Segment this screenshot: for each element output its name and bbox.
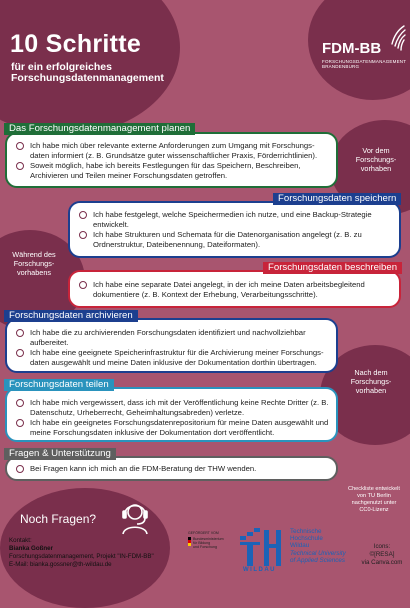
th-name-line: Hochschule [290,535,323,543]
section-speichern-card [68,201,401,258]
phase-label-nach: Nach dem Forschungsvorhaben [350,368,392,395]
checklist-item[interactable]: Ich habe ein geeignetes Forschungsdatenrepositorium für meine Daten ausgewählt und meine Forschungsdaten inklusive der Dokumentation dort veröffentlicht. [13,418,330,437]
th-name-line: Technische [290,528,322,535]
checklist-item[interactable]: Soweit möglich, habe ich bereits Festlegungen für das Speichern, Beschreiben, Archivieren und Teilen meiner Forschungsdaten getroffen. [13,161,330,180]
subtitle-line: für ein erfolgreiches [11,61,112,73]
section-archivieren-heading: Forschungsdaten archivieren [4,310,138,322]
icons-credit [356,543,408,567]
checklist-item[interactable]: Ich habe mich über relevante externe Anforderungen zum Umgang mit Forschungsdaten informiert (z. B. Grundsätze guter wissenschaftlicher Praxis, Förderrichtlinien). [13,141,330,160]
fdm-bb-logo: FDM-BB [322,40,382,57]
contact-label: Kontakt: [9,537,32,544]
section-teilen-heading: Forschungsdaten teilen [4,379,114,391]
section-planen-card [5,132,338,188]
icons-credit-line: Icons: [373,543,391,550]
checklist-item[interactable]: Ich habe die zu archivierenden Forschungsdaten identifiziert und nachvollziehbar aufbereitet. [13,328,330,347]
icons-credit-line: ©[RESA] [369,551,395,558]
logo-tagline-line: BRANDENBURG [322,64,360,69]
bmbf-logo-text [188,535,234,549]
fdm-bb-logo-tagline [322,59,406,69]
bmbf-flag [188,537,191,546]
section-fragen-heading: Fragen & Unterstützung [4,448,116,460]
subtitle-line: Forschungsdatenmanagement [11,72,164,84]
logo-tagline-line: FORSCHUNGSDATENMANAGEMENT [322,59,407,64]
th-wildau-name [290,528,346,564]
icons-credit-line: via Canva.com [361,559,403,566]
section-planen-heading: Das Forschungsdatenmanagement planen [4,123,195,135]
checklist-item[interactable]: Ich habe Strukturen und Schemata für die Datenorganisation angelegt (z. B. zu Ordnerstruktur, Dateibenennung, Dateiformaten). [76,230,393,249]
section-beschreiben-card [68,270,401,308]
section-speichern-heading: Forschungsdaten speichern [273,193,401,205]
section-archivieren-card [5,318,338,373]
noch-fragen-heading: Noch Fragen? [20,512,97,526]
section-teilen-card [5,387,338,442]
checklist-item[interactable]: Ich habe eine separate Datei angelegt, in der ich meine Daten arbeitsbegleitend dokumentiere (z. B. Kontext der Erhebung, Verarbeitungsschritte). [76,280,393,299]
th-wildau-logo-mark [238,526,290,566]
th-name-line: Technical University [290,549,346,557]
bmbf-logo-line: für Bildung [193,541,211,545]
page-title: 10 Schritte [10,30,142,58]
headset-support-icon [115,496,155,536]
th-name-line: Wildau [290,542,310,550]
section-beschreiben-heading: Forschungsdaten beschreiben [263,262,402,274]
contact-name: Bianka Goßner [9,545,54,552]
page-subtitle [11,62,164,84]
contact-block [9,537,154,569]
checklist-item[interactable]: Bei Fragen kann ich mich an die FDM-Beratung der THW wenden. [13,464,330,474]
checklist-item[interactable]: Ich habe eine geeignete Speicherinfrastruktur für die Archivierung meiner Forschungsdaten ausgewählt und meine Daten inklusive der Dokumentation dorthin übertragen. [13,348,330,367]
bmbf-logo-caption: GEFÖRDERT VOM [188,531,219,535]
contact-email[interactable]: E-Mail: bianka.gossner@th-wildau.de [9,561,112,568]
th-wildau-wordmark: WILDAU [243,567,276,573]
contact-role: Forschungsdatenmanagement, Projekt "IN-FDM-BB" [9,553,154,560]
th-name-line: of Applied Sciences [290,556,346,564]
bmbf-logo-line: und Forschung [193,545,217,549]
phase-label-waehrend: Während des Forschungsvorhabens [12,250,56,277]
checklist-source-note: Checkliste entwickelt von TU Berlin nachgenutzt unter CC0-Lizenz [348,486,400,513]
phase-label-vor: Vor dem Forschungsvorhaben [355,146,397,173]
checklist-item[interactable]: Ich habe mich vergewissert, dass ich mit der Veröffentlichung keine Rechte Dritter (z. B. Datenschutz, Urheberrecht, Geheimhaltungsabreden) verletze. [13,398,330,417]
eagle-wing-icon [382,24,406,54]
bmbf-logo-line: Bundesministerium [193,537,224,541]
checklist-item[interactable]: Ich habe festgelegt, welche Speichermedien ich nutze, und eine Backup-Strategie entwickelt. [76,210,393,229]
bmbf-logo [188,531,234,549]
